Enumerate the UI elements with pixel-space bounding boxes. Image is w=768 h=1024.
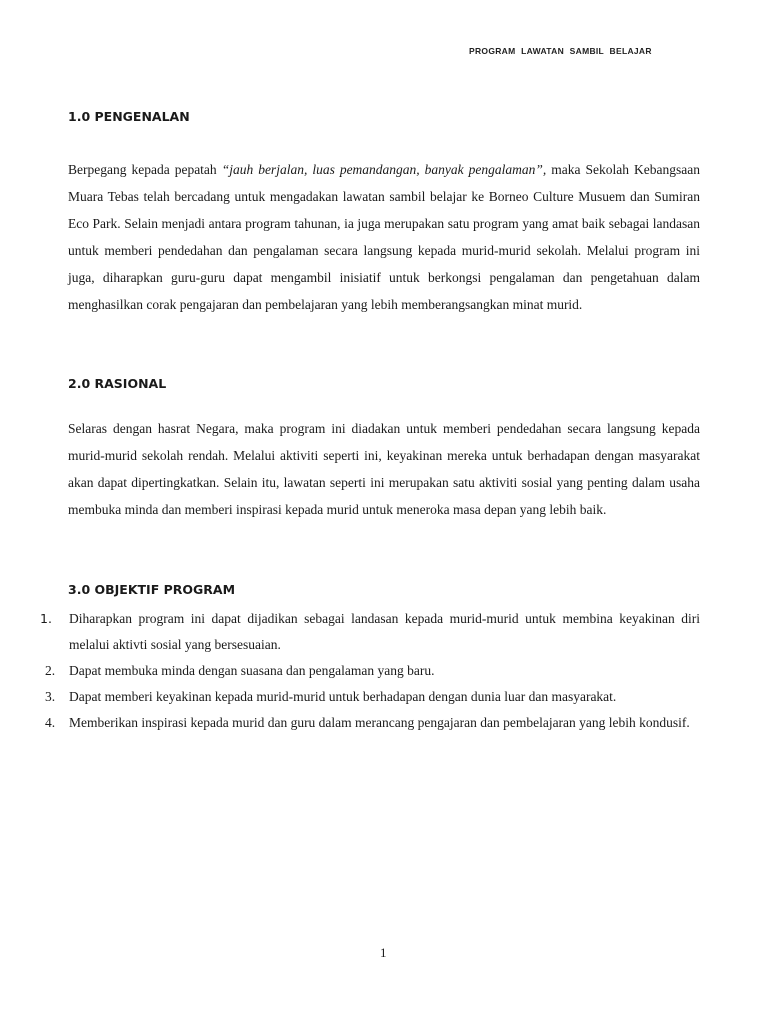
objective-number: 1.: [40, 611, 52, 626]
paragraph-pengenalan-lead: Berpegang kepada pepatah: [68, 162, 222, 177]
objective-item: [0, 606, 768, 658]
section-heading-pengenalan: 1.0 PENGENALAN: [68, 109, 190, 124]
page-number: 1: [380, 945, 387, 960]
running-header: PROGRAM LAWATAN SAMBIL BELAJAR: [469, 46, 652, 56]
objective-item: [0, 710, 768, 736]
objective-number: 2.: [45, 663, 56, 678]
section-heading-objektif: 3.0 OBJEKTIF PROGRAM: [68, 582, 236, 597]
paragraph-pengenalan-body: maka Sekolah Kebangsaan Muara Tebas telah bercadang untuk mengadakan lawatan sambil belajar ke Borneo Culture Musuem dan Sumiran Eco Park. Selain menjadi antara program tahunan, ia juga merupakan satu program yang amat baik sebagai landasan untuk memberi pendedahan dan pengalaman secara langsung kepada murid-murid sekolah. Melalui program ini juga, diharapkan guru-guru dapat mengambil inisiatif untuk berkongsi pengalaman dan pengetahuan dalam menghasilkan corak pengajaran dan pembelajaran yang lebih memberangsangkan minat murid.: [68, 162, 700, 312]
objective-text: Dapat membuka minda dengan suasana dan pengalaman yang baru.: [69, 663, 435, 678]
objective-text: Memberikan inspirasi kepada murid dan guru dalam merancang pengajaran dan pembelajaran yang lebih kondusif.: [69, 715, 690, 730]
objective-number: 3.: [45, 689, 56, 704]
peribahasa-quote: “jauh berjalan, luas pemandangan, banyak pengalaman”,: [221, 162, 547, 177]
objective-item: [0, 658, 768, 684]
paragraph-pengenalan: [68, 156, 700, 318]
objective-text: Diharapkan program ini dapat dijadikan sebagai landasan kepada murid-murid untuk membina keyakinan diri melalui aktivti sosial yang bersesuaian.: [69, 611, 700, 652]
objectives-list: [0, 606, 768, 736]
paragraph-rasional: Selaras dengan hasrat Negara, maka program ini diadakan untuk memberi pendedahan secara langsung kepada murid-murid sekolah rendah. Melalui aktiviti seperti ini, keyakinan mereka untuk berhadapan dengan masyarakat akan dapat dipertingkatkan. Selain itu, lawatan seperti ini merupakan satu aktiviti sosial yang penting dalam usaha membuka minda dan memberi inspirasi kepada murid untuk meneroka masa depan yang lebih baik.: [68, 421, 700, 517]
section-heading-rasional: 2.0 RASIONAL: [68, 376, 167, 391]
objective-item: [0, 684, 768, 710]
objective-number: 4.: [45, 715, 56, 730]
objective-text: Dapat memberi keyakinan kepada murid-murid untuk berhadapan dengan dunia luar dan masyarakat.: [69, 689, 617, 704]
